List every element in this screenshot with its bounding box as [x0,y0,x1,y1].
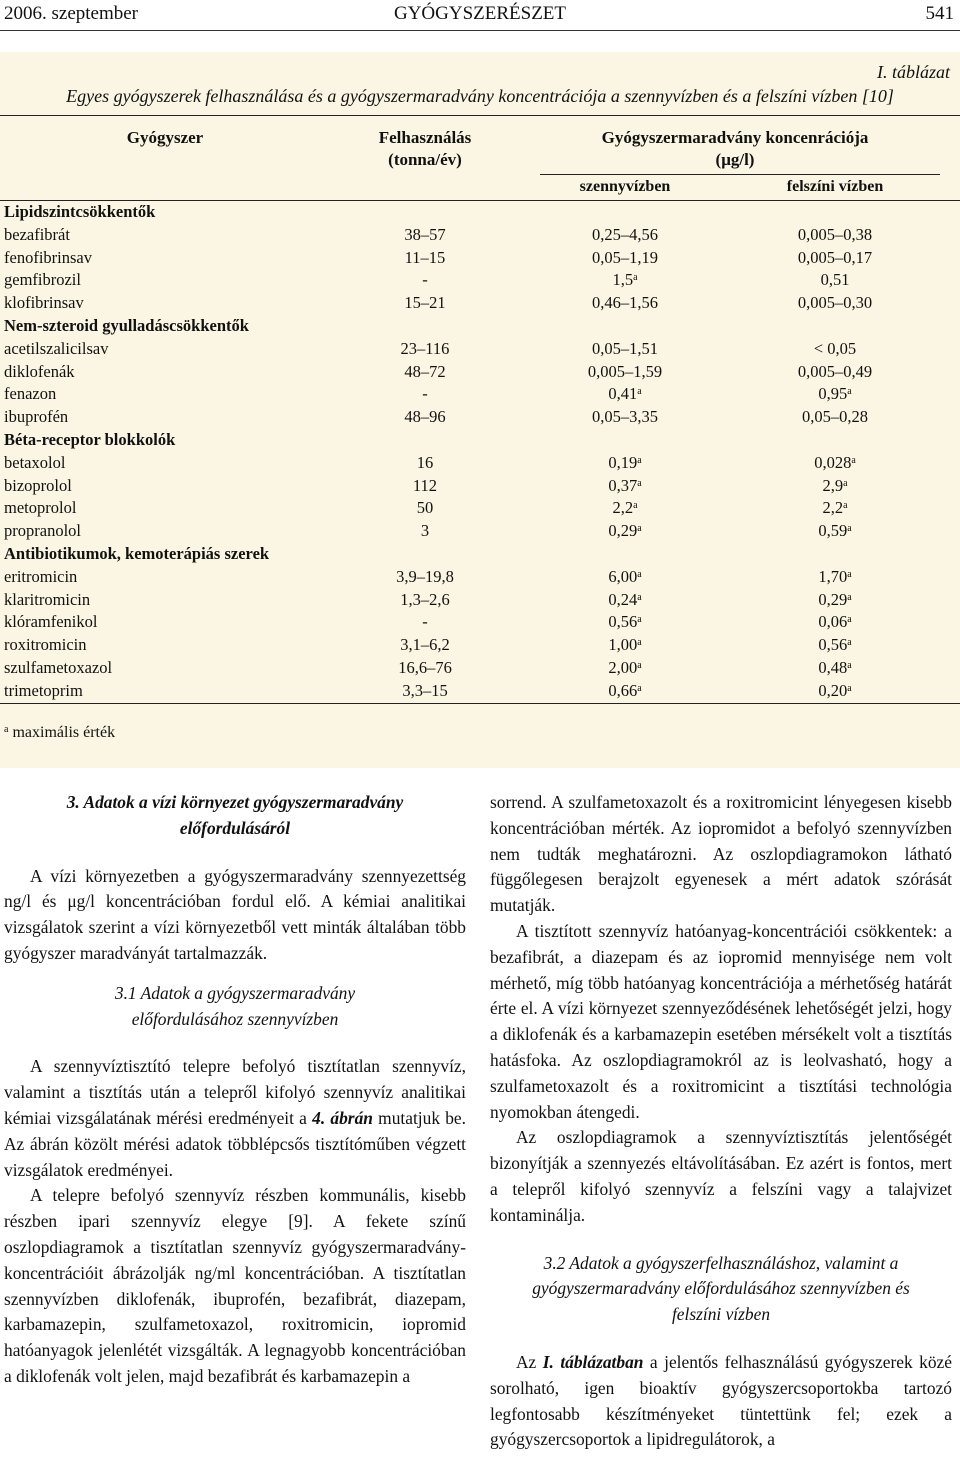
surface-water-cell-value: 0,51 [820,270,850,290]
data-table-panel [0,52,960,768]
paragraph-text: mutatjuk be. Az ábrán közölt mérési adatok többlépcsős tisztítóműben végzett vizsgálatok eredményei. [4,1107,467,1180]
surface-water-cell [735,224,935,247]
max-value-marker: a [847,637,852,649]
surface-water-cell-value: 0,005–0,38 [797,224,873,244]
spacer [4,967,466,981]
usage-cell-value: - [422,612,428,632]
surface-water-cell [735,247,935,270]
wastewater-cell [530,657,720,680]
usage-cell [345,224,505,247]
wastewater-cell-value: 1,00 [608,635,638,655]
table-row [0,338,960,361]
wastewater-cell-value: 0,05–3,35 [592,407,658,427]
usage-cell [345,611,505,634]
group-name: Béta-receptor blokkolók [4,430,176,449]
usage-cell [345,247,505,270]
wastewater-cell-value: 6,00 [608,566,638,586]
usage-cell-value: - [422,384,428,404]
max-value-marker: a [847,614,852,626]
table-row [0,269,960,292]
surface-water-cell [735,680,935,703]
surface-water-cell-value: 0,05–0,28 [802,407,868,427]
wastewater-cell [530,338,720,361]
usage-cell [345,589,505,612]
surface-water-cell [735,520,935,543]
usage-cell-value: 48–96 [404,407,446,427]
wastewater-cell-value: 0,56 [608,612,638,632]
wastewater-cell-value: 0,19 [608,452,638,472]
table-row [0,497,960,520]
usage-cell [345,634,505,657]
usage-cell [345,292,505,315]
table-row [0,383,960,406]
max-value-marker: a [633,272,638,284]
wastewater-cell-value: 0,46–1,56 [592,293,658,313]
group-name: Nem-szteroid gyulladáscsökkentők [4,316,249,335]
table-group-row [0,315,960,338]
usage-cell-value: 15–21 [404,293,446,313]
drug-name: szulfametoxazol [4,658,113,677]
usage-cell [345,520,505,543]
table-row [0,566,960,589]
spacer [490,1229,952,1251]
surface-water-cell [735,497,935,520]
wastewater-cell-value: 1,5 [612,270,634,290]
usage-cell-value: 23–116 [400,338,450,358]
surface-water-cell-value: < 0,05 [813,338,857,358]
wastewater-cell [530,361,720,384]
header-page-number: 541 [925,3,954,24]
drug-name: ibuprofén [4,407,69,427]
max-value-marker: a [633,500,638,512]
usage-cell [345,497,505,520]
usage-cell [345,338,505,361]
max-value-marker: a [637,660,642,671]
usage-cell [345,566,505,589]
surface-water-cell-value: 0,95 [818,384,848,404]
surface-water-cell [735,657,935,680]
table-row [0,657,960,680]
drug-name: fenofibrinsav [4,247,92,267]
drug-name: trimetoprim [4,680,83,700]
table-group-row [0,201,960,224]
col-header-usage-line2: (tonna/év) [388,150,462,169]
drug-name: roxitromicin [4,635,87,655]
concentration-group-rule [540,174,940,175]
usage-cell-value: 3,3–15 [402,680,448,700]
usage-cell-value: 112 [412,475,438,495]
table-footnote [4,724,115,742]
wastewater-cell-value: 0,37 [608,475,638,495]
usage-cell [345,452,505,475]
paragraph [4,1054,466,1183]
table-reference: I. táblázatban [542,1351,644,1372]
max-value-marker: a [637,523,642,535]
paragraph [490,1350,952,1453]
wastewater-cell [530,611,720,634]
surface-water-cell-value: 0,005–0,17 [797,247,873,267]
max-value-marker: a [847,660,852,671]
surface-water-cell [735,566,935,589]
usage-cell-value: 16,6–76 [398,658,452,677]
wastewater-cell-value: 0,05–1,19 [592,247,658,267]
drug-name: klóramfenikol [4,612,98,632]
subsection-heading-line2: gyógyszermaradvány előfordulásához szennyvízben és [532,1278,910,1299]
table-row [0,611,960,634]
surface-water-cell-value: 0,20 [818,680,848,700]
wastewater-cell-value: 2,00 [608,658,638,677]
subsection-heading [490,1251,952,1328]
table-label: I. táblázat [876,62,950,82]
max-value-marker: a [851,454,856,466]
wastewater-cell [530,520,720,543]
drug-name: betaxolol [4,452,66,472]
drug-name: klofibrinsav [4,293,84,313]
surface-water-cell [735,383,935,406]
surface-water-cell-value: 0,59 [818,521,848,541]
surface-water-cell-value: 0,06 [818,612,848,632]
subsection-heading-line3: felszíni vízben [671,1304,771,1325]
wastewater-cell [530,452,720,475]
col-header-concentration-line1: Gyógyszermaradvány koncenrációja [601,128,869,147]
wastewater-cell-value: 2,2 [612,498,634,518]
table-row [0,520,960,543]
spacer [490,1328,952,1350]
header-date: 2006. szeptember [4,3,139,24]
surface-water-cell [735,452,935,475]
subheader-surface-water: felszíni vízben [786,178,884,195]
wastewater-cell [530,224,720,247]
max-value-marker: a [637,477,642,489]
section-heading-line1: 3. Adatok a vízi környezet gyógyszermaradvány [66,792,404,812]
drug-name: metoprolol [4,498,77,518]
max-value-marker: a [847,386,852,398]
text-column-right [490,790,952,1453]
surface-water-cell [735,475,935,498]
surface-water-cell [735,338,935,361]
usage-cell-value: 38–57 [404,224,446,244]
paragraph-text: a jelentős felhasználású gyógyszerek közé sorolható, igen bioaktív gyógyszercsoportokba tartozó legfontosabb készítményeket tüntettünk fel; ezek a gyógyszercsoportok a lipidregulátorok, a [490,1351,952,1450]
max-value-marker: a [847,591,852,603]
footnote-text: maximális érték [8,724,116,741]
max-value-marker: a [637,614,642,626]
max-value-marker: a [847,523,852,535]
table-top-rule [0,115,960,116]
wastewater-cell [530,634,720,657]
wastewater-cell [530,247,720,270]
surface-water-cell-value: 2,2 [822,498,844,518]
surface-water-cell-value: 0,48 [818,658,848,677]
max-value-marker: a [843,477,848,489]
surface-water-cell [735,361,935,384]
figure-reference: 4. ábrán [312,1107,373,1128]
section-heading [4,790,466,842]
surface-water-cell-value: 1,70 [818,566,848,586]
usage-cell [345,406,505,429]
drug-name: bizoprolol [4,475,72,495]
paragraph-text: A szennyvíztisztító telepre befolyó tisztítatlan szennyvíz, valamint a tisztítás után a telepről kifolyó szennyvíz analitikai kémiai vizsgálatának mérési eredményeit a [4,1056,466,1128]
usage-cell-value: 1,3–2,6 [400,589,450,609]
wastewater-cell [530,269,720,292]
subheader-wastewater: szennyvízben [579,178,671,195]
drug-name: klaritromicin [4,589,91,609]
paragraph: A telepre befolyó szennyvíz részben kommunális, kisebb részben ipari szennyvíz elegye [9]. A fekete színű oszlopdiagramok a tisztítatlan szennyvíz gyógyszermaradvány-koncentrációit ábrázolják ng/ml koncentrációban. A tisztítatlan szennyvízben diklofenák, ibuprofén, bezafibrát, diazepam, karbamazepin, szulfametoxazol, roxitromicin, iopromid hatóanyagok jelenlétét vizsgálták. A legnagyobb koncentrációban a diklofenák volt jelen, majd bezafibrát és karbamazepin a [4,1185,466,1386]
table-row [0,292,960,315]
wastewater-cell [530,680,720,703]
table-row [0,361,960,384]
table-bottom-rule [0,703,960,704]
group-name: Antibiotikumok, kemoterápiás szerek [4,544,270,563]
table-group-row [0,543,960,566]
surface-water-cell [735,406,935,429]
drug-name: gemfibrozil [4,270,81,290]
surface-water-cell-value: 0,005–0,30 [797,293,873,313]
usage-cell-value: 16 [416,452,434,472]
usage-cell [345,475,505,498]
table-row [0,224,960,247]
wastewater-cell [530,497,720,520]
wastewater-cell-value: 0,41 [608,384,638,404]
paragraph: A tisztított szennyvíz hatóanyag-koncentrációi csökkentek: a bezafibrát, a diazepam és az iopromid mennyisége nem volt mérhető, míg több hatóanyag koncentrációja a mérhetőség határát érte el. A vízi környezet szennyeződésének lehetőségét jelzi, hogy a diklofenák és a karbamazepin esetében mérsékelt volt a tisztítás hatásfoka. Az oszlopdiagramokról az is leolvasható, hogy a szulfametoxazolt és a roxitromicint a tisztítási technológia nyomokban átengedi. [490,920,952,1122]
wastewater-cell [530,566,720,589]
table-row [0,406,960,429]
header-rule [0,30,960,31]
wastewater-cell [530,406,720,429]
text-column-left [4,790,466,1390]
max-value-marker: a [637,682,642,694]
col-header-usage [345,127,505,171]
wastewater-cell-value: 0,24 [608,589,638,609]
table-title: Egyes gyógyszerek felhasználása és a gyógyszermaradvány koncentrációja a szennyvízben és a felszíni vízben [10] [66,86,894,106]
table-row [0,680,960,703]
table-row [0,589,960,612]
col-header-drug: Gyógyszer [126,128,204,147]
surface-water-cell [735,589,935,612]
wastewater-cell [530,589,720,612]
header-journal: GYÓGYSZERÉSZET [393,3,567,24]
usage-cell [345,269,505,292]
surface-water-cell-value: 0,028 [814,452,852,472]
drug-name: eritromicin [4,566,78,586]
paragraph: A vízi környezetben a gyógyszermaradvány szennyezettség ng/l és μg/l koncentrációban fordul elő. A kémiai analitikai vizsgálatok szerint a vízi környezetből vett minták általában több gyógyszer maradványát tartalmazzák. [4,865,466,963]
col-header-concentration-line2: (μg/l) [715,150,755,169]
usage-cell-value: 50 [416,498,434,518]
max-value-marker: a [637,591,642,603]
surface-water-cell [735,269,935,292]
drug-name: acetilszalicilsav [4,338,109,358]
group-name: Lipidszintcsökkentők [4,202,156,221]
usage-cell [345,680,505,703]
wastewater-cell-value: 0,05–1,51 [592,338,658,358]
spacer [4,842,466,864]
wastewater-cell [530,383,720,406]
surface-water-cell-value: 0,29 [818,589,848,609]
drug-name: propranolol [4,521,81,541]
usage-cell [345,657,505,680]
max-value-marker: a [637,386,642,398]
surface-water-cell-value: 0,56 [818,635,848,655]
wastewater-cell-value: 0,005–1,59 [587,361,663,381]
usage-cell-value: 3,1–6,2 [400,635,450,655]
usage-cell [345,383,505,406]
paragraph-text: Az [516,1351,543,1372]
surface-water-cell-value: 2,9 [822,475,844,495]
subsection-heading-line2: előfordulásához szennyvízben [131,1008,339,1029]
usage-cell-value: 48–72 [404,361,446,381]
subsection-heading-line1: 3.1 Adatok a gyógyszermaradvány [114,982,356,1003]
drug-name: fenazon [4,384,57,404]
max-value-marker: a [637,568,642,580]
drug-name: bezafibrát [4,224,70,244]
table-row [0,247,960,270]
wastewater-cell [530,475,720,498]
section-heading-line2: előfordulásáról [179,817,291,838]
spacer [4,1032,466,1054]
table-row [0,634,960,657]
wastewater-cell-value: 0,25–4,56 [592,224,658,244]
surface-water-cell [735,611,935,634]
page-header [0,0,960,30]
wastewater-cell [530,292,720,315]
subsection-heading [4,981,466,1033]
wastewater-cell-value: 0,29 [608,521,638,541]
max-value-marker: a [637,637,642,649]
col-header-concentration [530,127,940,171]
table-group-row [0,429,960,452]
usage-cell-value: - [422,270,428,290]
drug-name: diklofenák [4,361,75,381]
footnote-marker: a [4,724,9,735]
usage-cell-value: 3,9–19,8 [396,566,454,586]
wastewater-cell-value: 0,66 [608,680,638,700]
usage-cell-value: 3 [420,521,430,541]
surface-water-cell [735,634,935,657]
surface-water-cell [735,292,935,315]
usage-cell [345,361,505,384]
surface-water-cell-value: 0,005–0,49 [797,361,873,381]
max-value-marker: a [847,682,852,694]
paragraph: Az oszlopdiagramok a szennyvíztisztítás jelentőségét bizonyítják a szennyezés eltávolításában. Ez azért is fontos, mert a telepről kifolyó szennyvíz a felszíni vagy a talajvizet kontaminálja. [490,1127,952,1225]
max-value-marker: a [847,568,852,580]
paragraph: sorrend. A szulfametoxazolt és a roxitromicint lényegesen kisebb koncentrációban mérték. Az iopromidot a befolyó szennyvízben nem tudták meghatározni. Az oszlopdiagramokon látható függőlegesen berajzolt egyenesek a mért adatok szórását mutatják. [490,792,952,916]
table-row [0,452,960,475]
table-row [0,475,960,498]
max-value-marker: a [637,454,642,466]
max-value-marker: a [843,500,848,512]
col-header-usage-line1: Felhasználás [378,128,472,147]
usage-cell-value: 11–15 [404,247,446,267]
subsection-heading-line1: 3.2 Adatok a gyógyszerfelhasználáshoz, valamint a [543,1252,899,1273]
